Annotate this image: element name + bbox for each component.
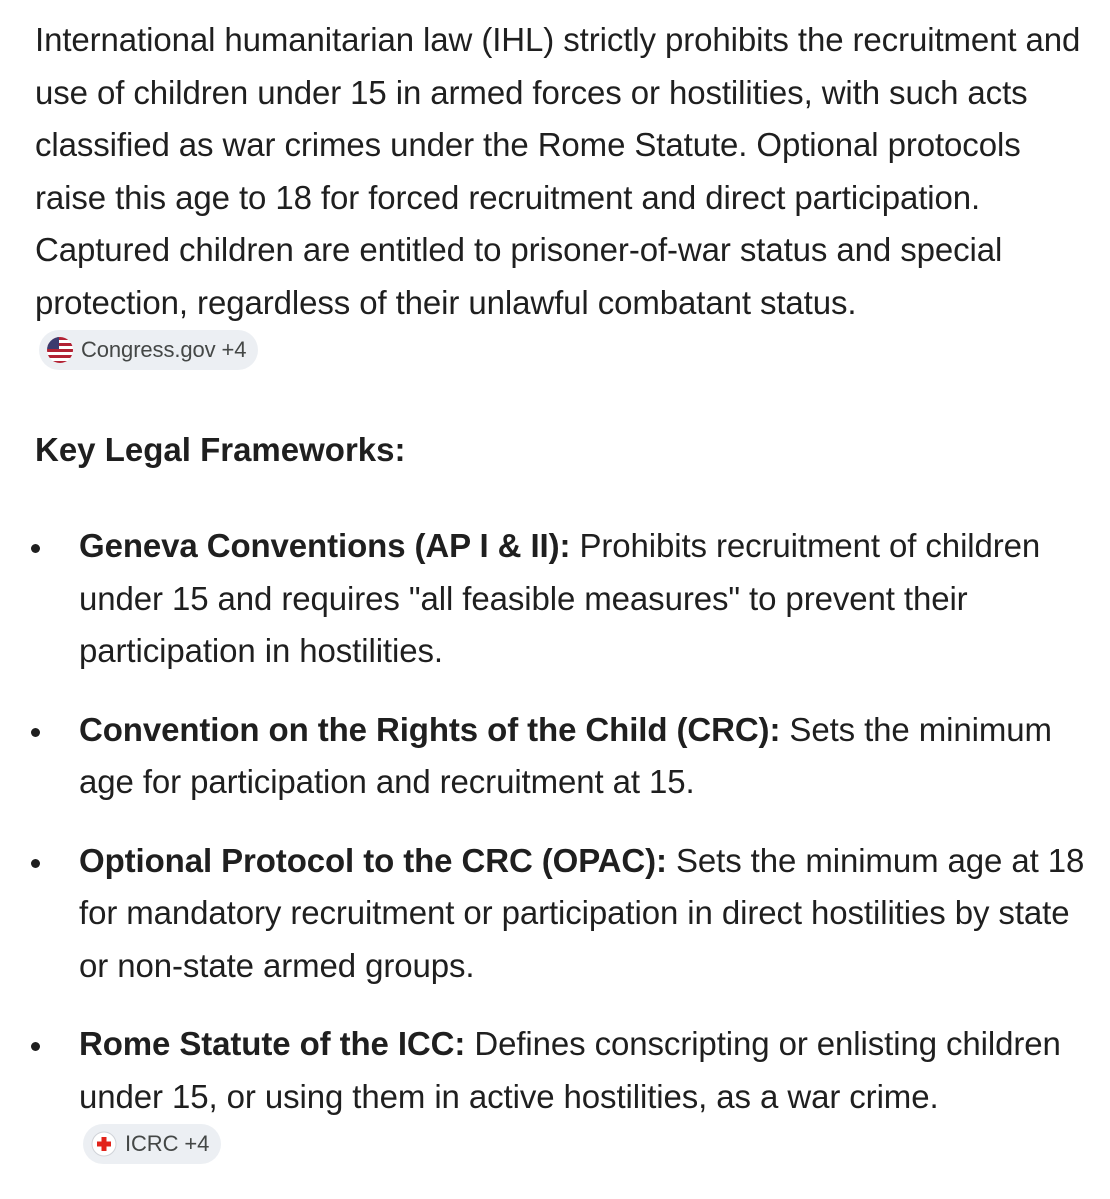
us-flag-icon (47, 337, 73, 363)
framework-description: Prohibits recruitment of children under 15 and requires "all feasible measures" to prevent their participation in hostilities. (79, 527, 1041, 669)
source-chip-label: ICRC +4 (125, 1131, 210, 1156)
bullet-icon (31, 544, 40, 553)
section-heading: Key Legal Frameworks: (35, 431, 406, 468)
framework-description: Sets the minimum age for participation and recruitment at 15. (79, 710, 1052, 800)
answer-content (35, 14, 1085, 1156)
red-cross-icon (91, 1131, 117, 1157)
framework-term: Rome Statute of the ICC: (79, 1025, 466, 1062)
list-item (35, 835, 1085, 993)
source-chip-congress[interactable] (39, 330, 258, 370)
frameworks-list (35, 520, 1085, 1176)
list-item (35, 1018, 1085, 1176)
list-item (35, 520, 1085, 678)
source-chip-label: Congress.gov +4 (81, 337, 247, 362)
bullet-icon (31, 728, 40, 737)
intro-text: International humanitarian law (IHL) strictly prohibits the recruitment and use of children under 15 in armed forces or hostilities, with such acts classified as war crimes under the Rome Statute. Optional protocols raise this age to 18 for forced recruitment and direct participation. Captured children are entitled to prisoner-of-war status and special protection, regardless of their unlawful combatant status. (35, 21, 1081, 321)
framework-term: Optional Protocol to the CRC (OPAC): (79, 841, 667, 879)
list-item (35, 704, 1085, 809)
framework-term: Convention on the Rights of the Child (CRC): (79, 710, 781, 748)
bullet-icon (31, 859, 40, 868)
source-chip-icrc[interactable] (83, 1124, 221, 1164)
framework-term: Geneva Conventions (AP I & II): (79, 527, 571, 564)
intro-paragraph (35, 14, 1085, 382)
framework-description: Sets the minimum age at 18 for mandatory recruitment or participation in direct hostilities by state or non-state armed groups. (79, 841, 1085, 984)
bullet-icon (31, 1042, 40, 1051)
framework-description: Defines conscripting or enlisting children under 15, or using them in active hostilities, as a war crime. (79, 1025, 1061, 1115)
